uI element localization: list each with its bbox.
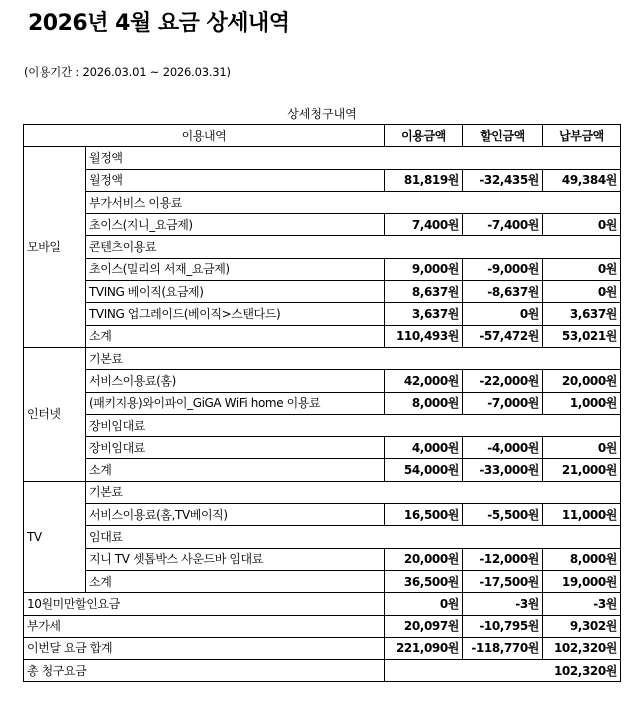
section-row (24, 147, 621, 169)
usage-amount: 81,819원 (385, 169, 463, 191)
usage-amount: 221,090원 (385, 637, 463, 659)
table-row (24, 169, 621, 191)
item-label: 월정액 (86, 169, 385, 191)
payment-amount: 3,637원 (543, 303, 621, 325)
usage-amount: 42,000원 (385, 370, 463, 392)
usage-amount: 20,000원 (385, 548, 463, 570)
usage-amount: 54,000원 (385, 459, 463, 481)
section-row (24, 526, 621, 548)
payment-amount: 19,000원 (543, 570, 621, 592)
table-caption: 상세청구내역 (287, 107, 357, 121)
summary-label: 이번달 요금 합계 (24, 637, 385, 659)
table-row (24, 437, 621, 459)
total-row (24, 660, 621, 682)
payment-amount: 21,000원 (543, 459, 621, 481)
discount-amount: -3원 (463, 593, 543, 615)
discount-amount: -7,000원 (463, 392, 543, 414)
header-item: 이용내역 (24, 125, 385, 147)
section-row (24, 414, 621, 436)
payment-amount: 20,000원 (543, 370, 621, 392)
category-internet: 인터넷 (24, 347, 86, 481)
discount-amount: -57,472원 (463, 325, 543, 347)
discount-amount: -9,000원 (463, 258, 543, 280)
header-payment: 납부금액 (543, 125, 621, 147)
section-label: 장비임대료 (86, 414, 621, 436)
section-row (24, 347, 621, 369)
table-row (24, 392, 621, 414)
usage-amount: 7,400원 (385, 214, 463, 236)
payment-amount: 0원 (543, 281, 621, 303)
summary-row (24, 615, 621, 637)
section-label: 기본료 (86, 481, 621, 503)
category-tv: TV (24, 481, 86, 592)
payment-amount: 0원 (543, 214, 621, 236)
table-row (24, 214, 621, 236)
discount-amount: -4,000원 (463, 437, 543, 459)
usage-amount: 36,500원 (385, 570, 463, 592)
item-label: 장비임대료 (86, 437, 385, 459)
discount-amount: 0원 (463, 303, 543, 325)
category-mobile: 모바일 (24, 147, 86, 348)
summary-label: 부가세 (24, 615, 385, 637)
payment-amount: 102,320원 (543, 637, 621, 659)
usage-amount: 8,637원 (385, 281, 463, 303)
table-row (24, 281, 621, 303)
section-label: 콘텐츠이용료 (86, 236, 621, 258)
discount-amount: -7,400원 (463, 214, 543, 236)
item-label: 서비스이용료(홈) (86, 370, 385, 392)
item-label: 소계 (86, 325, 385, 347)
discount-amount: -33,000원 (463, 459, 543, 481)
table-row (24, 504, 621, 526)
item-label: 소계 (86, 570, 385, 592)
payment-amount: 0원 (543, 258, 621, 280)
item-label: 소계 (86, 459, 385, 481)
total-amount: 102,320원 (385, 660, 621, 682)
discount-amount: -10,795원 (463, 615, 543, 637)
table-row (24, 258, 621, 280)
table-row (24, 459, 621, 481)
table-row (24, 325, 621, 347)
payment-amount: 8,000원 (543, 548, 621, 570)
payment-amount: 53,021원 (543, 325, 621, 347)
payment-amount: 1,000원 (543, 392, 621, 414)
usage-amount: 0원 (385, 593, 463, 615)
item-label: 서비스이용료(홈,TV베이직) (86, 504, 385, 526)
usage-period: (이용기간 : 2026.03.01 ~ 2026.03.31) (24, 65, 231, 79)
discount-amount: -8,637원 (463, 281, 543, 303)
discount-amount: -118,770원 (463, 637, 543, 659)
section-row (24, 191, 621, 213)
section-label: 기본료 (86, 347, 621, 369)
discount-amount: -17,500원 (463, 570, 543, 592)
discount-amount: -22,000원 (463, 370, 543, 392)
item-label: 지니 TV 셋톱박스 사운드바 임대료 (86, 548, 385, 570)
usage-amount: 20,097원 (385, 615, 463, 637)
usage-amount: 4,000원 (385, 437, 463, 459)
section-label: 부가서비스 이용료 (86, 191, 621, 213)
section-label: 월정액 (86, 147, 621, 169)
payment-amount: 11,000원 (543, 504, 621, 526)
payment-amount: -3원 (543, 593, 621, 615)
usage-amount: 8,000원 (385, 392, 463, 414)
table-row (24, 370, 621, 392)
table-row (24, 548, 621, 570)
table-row (24, 570, 621, 592)
header-discount: 할인금액 (463, 125, 543, 147)
item-label: 초이스(지니_요금제) (86, 214, 385, 236)
item-label: TVING 베이직(요금제) (86, 281, 385, 303)
section-row (24, 236, 621, 258)
discount-amount: -5,500원 (463, 504, 543, 526)
total-label: 총 청구요금 (24, 660, 385, 682)
item-label: (패키지용)와이파이_GiGA WiFi home 이용료 (86, 392, 385, 414)
section-row (24, 481, 621, 503)
table-row (24, 303, 621, 325)
item-label: 초이스(밀리의 서재_요금제) (86, 258, 385, 280)
billing-detail-table (23, 124, 621, 682)
discount-amount: -32,435원 (463, 169, 543, 191)
summary-row (24, 637, 621, 659)
usage-amount: 3,637원 (385, 303, 463, 325)
header-usage: 이용금액 (385, 125, 463, 147)
item-label: TVING 업그레이드(베이직>스탠다드) (86, 303, 385, 325)
section-label: 임대료 (86, 526, 621, 548)
payment-amount: 0원 (543, 437, 621, 459)
discount-amount: -12,000원 (463, 548, 543, 570)
page-title: 2026년 4월 요금 상세내역 (28, 11, 290, 36)
payment-amount: 49,384원 (543, 169, 621, 191)
usage-amount: 16,500원 (385, 504, 463, 526)
payment-amount: 9,302원 (543, 615, 621, 637)
summary-label: 10원미만할인요금 (24, 593, 385, 615)
usage-amount: 110,493원 (385, 325, 463, 347)
summary-row (24, 593, 621, 615)
usage-amount: 9,000원 (385, 258, 463, 280)
header-row (24, 125, 621, 147)
